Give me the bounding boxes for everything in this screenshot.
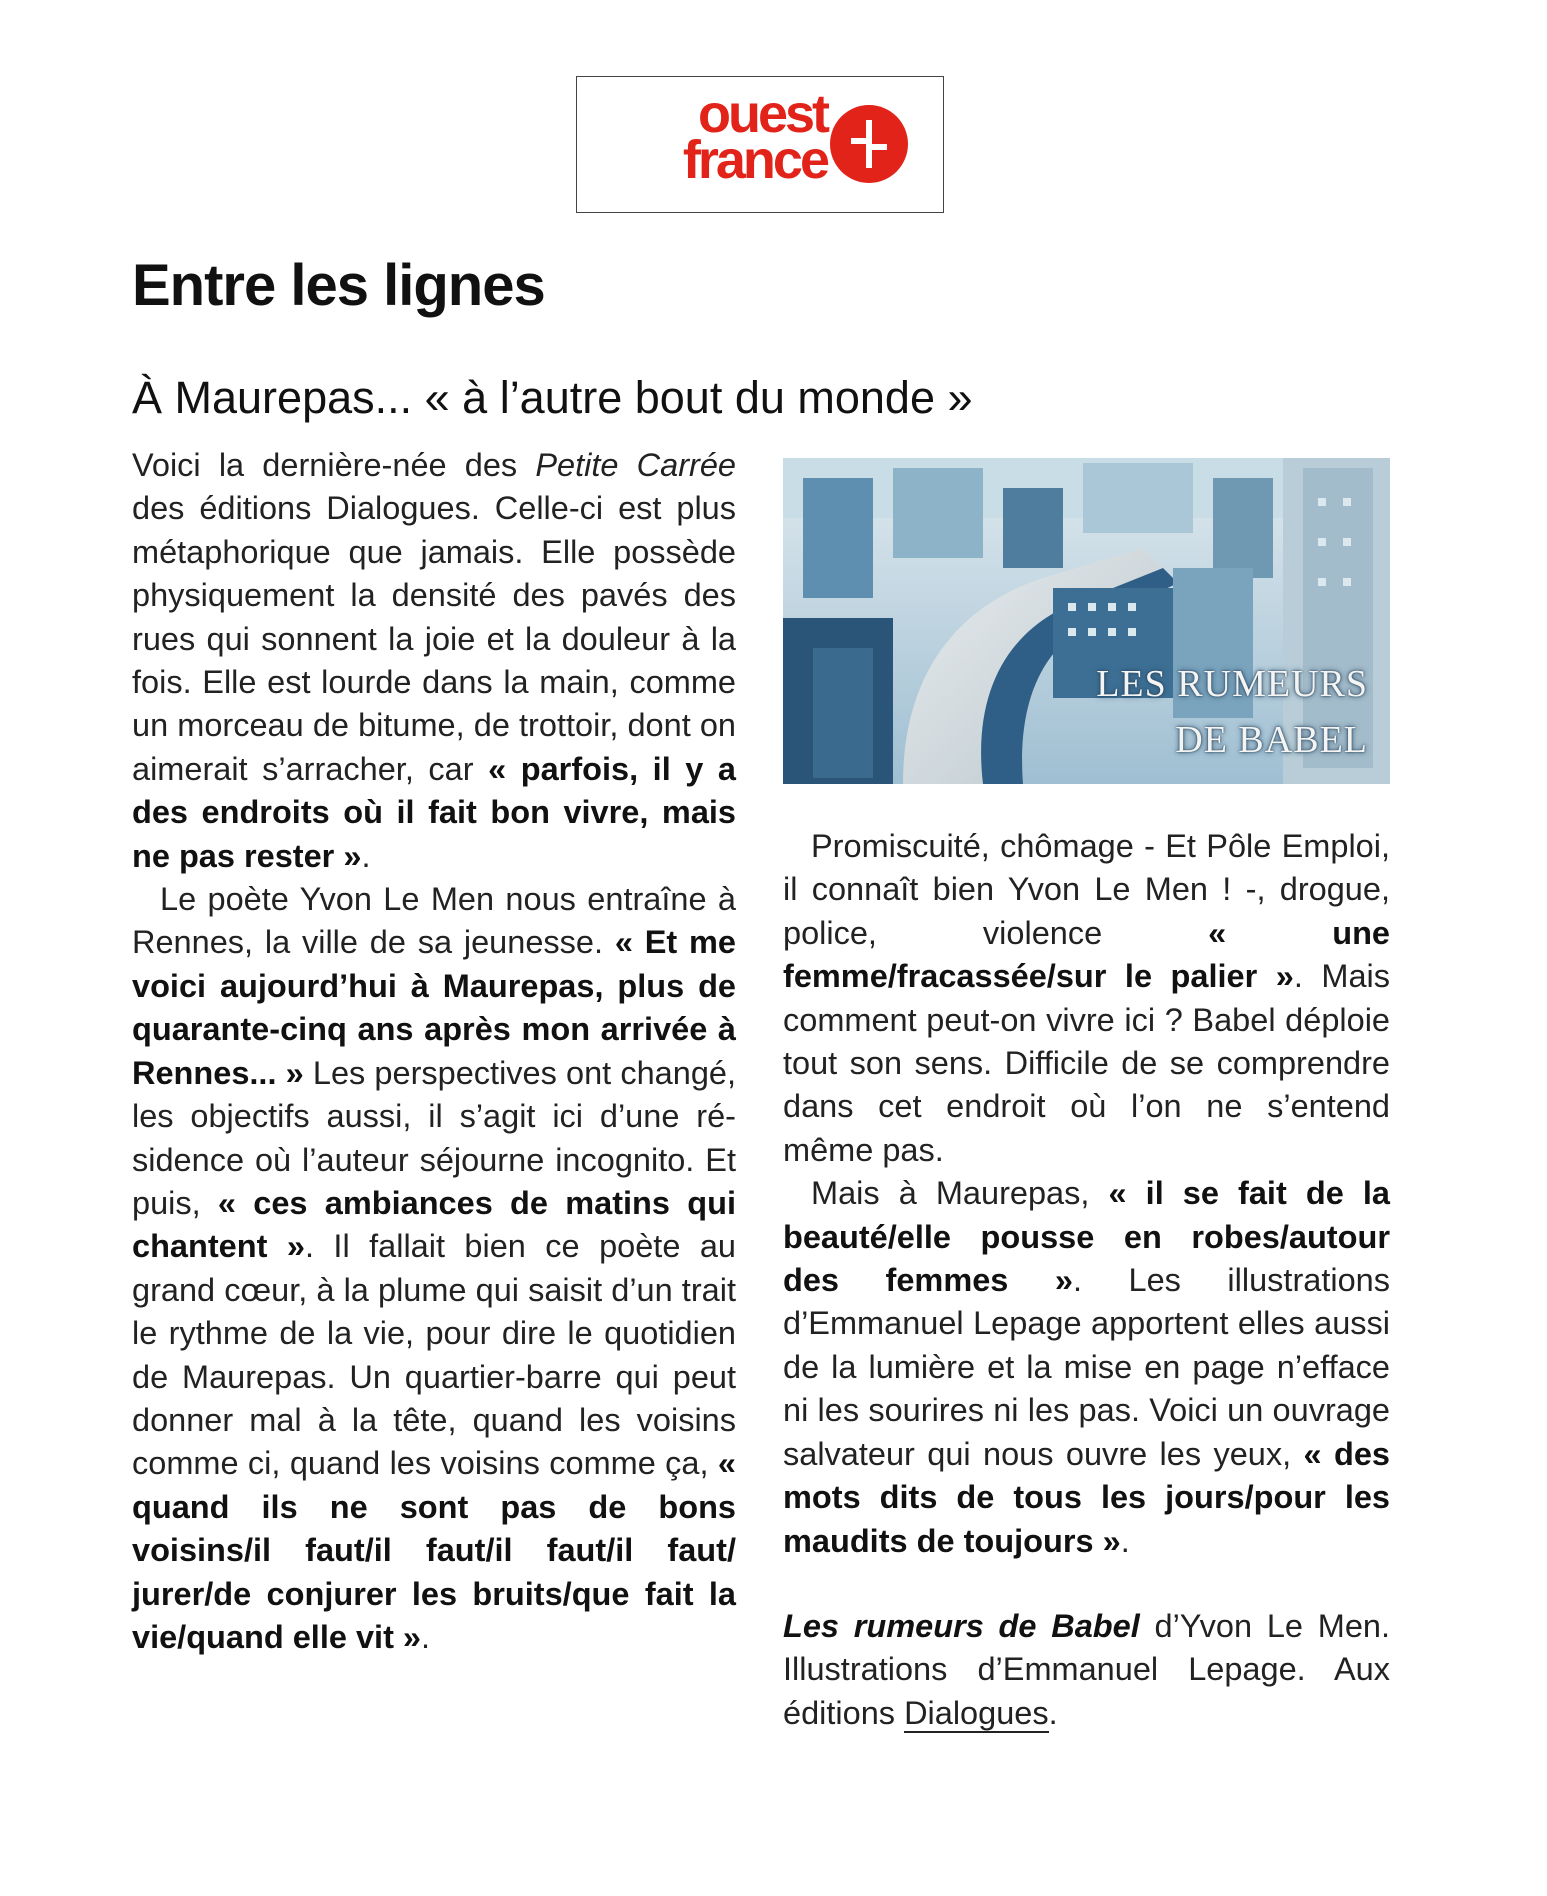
- logo-line-2: france: [682, 130, 827, 190]
- collection-title: Petite Carrée: [535, 447, 736, 483]
- cover-title-line-1: LES RUMEURS: [1096, 663, 1368, 705]
- paragraph-1: Voici la dernière-née des Petite Carrée des éditions Dialogues. Celle-ci est plus métaphorique que jamais. Elle possède physiquement la densité des pavés des rues qui sonnent la joie et la douleur à la fois. Elle est lourde dans la main, comme un morceau de bitume, de trottoir, dont on aimerait s’arracher, car « parfois, il y a des endroits où il fait bon vivre, mais ne pas rester ».: [132, 447, 736, 874]
- logo-wordmark: [627, 84, 827, 190]
- ouest-france-emblem-icon: [829, 104, 909, 184]
- section-title: Entre les lignes: [132, 253, 545, 318]
- quote: « une femme/fracassée/sur le palier »: [783, 914, 1390, 995]
- newspaper-logo: [576, 76, 944, 213]
- book-credit: Les rumeurs de Babel d’Yvon Le Men. Illustrations d’Emmanuel Lepage. Aux éditions Dialogues.: [783, 1607, 1390, 1731]
- quote: « ces ambiances de matins qui chantent »: [132, 1184, 736, 1265]
- cover-title: [1096, 656, 1368, 768]
- publisher-name: Dialogues: [904, 1694, 1049, 1731]
- paragraph-4: Mais à Maurepas, « il se fait de la beauté/elle pousse en robes/autour des femmes ». Les illustrations d’Emmanuel Lepage apportent elles aussi de la lumière et la mise en page n’efface ni les sourires ni les pas. Voici un ouvrage salvateur qui nous ouvre les yeux, « des mots dits de tous les jours/pour les maudits de toujours ».: [783, 1175, 1391, 1559]
- article-column-left: [132, 444, 736, 1659]
- article-headline: À Maurepas... « à l’autre bout du monde »: [132, 372, 973, 423]
- book-cover-image: [783, 458, 1390, 784]
- quote: « parfois, il y a des endroits où il fait bon vivre, mais ne pas rester »: [132, 750, 736, 874]
- quote: « quand ils ne sont pas de bons voisins/il faut/il faut/il faut/il faut/ jurer/de conjurer les bruits/que fait la vie/quand elle vit »: [132, 1445, 736, 1655]
- paragraph-2: Le poète Yvon Le Men nous entraîne à Rennes, la ville de sa jeunesse. « Et me voici aujourd’hui à Maurepas, plus de quarante-cinq ans après mon arrivée à Rennes... » Les perspectives ont changé, les objectifs aussi, il s’agit ici d’une résidence où l’auteur séjourne incognito. Et puis, « ces ambiances de matins qui chantent ». Il fallait bien ce poète au grand cœur, à la plume qui saisit d’un trait le rythme de la vie, pour dire le quotidien de Maurepas. Un quartier-barre qui peut donner mal à la tête, quand les voisins comme ci, quand les voisins comme ça, « quand ils ne sont pas de bons voisins/il faut/il faut/il faut/il faut/ jurer/de conjurer les bruits/que fait la vie/quand elle vit ».: [132, 881, 737, 1655]
- book-title: Les rumeurs de Babel: [783, 1607, 1140, 1644]
- logo-line-1: ouest: [697, 84, 827, 144]
- article-column-right: [783, 825, 1390, 1735]
- quote: « Et me voici aujourd’hui à Maurepas, plus de quarante-cinq ans après mon arrivée à Rennes... »: [132, 924, 737, 1091]
- quote: « il se fait de la beauté/elle pousse en robes/autour des femmes »: [783, 1175, 1390, 1299]
- quote: « des mots dits de tous les jours/pour les maudits de toujours »: [783, 1435, 1391, 1559]
- paragraph-3: Promiscuité, chômage - Et Pôle Emploi, il connaît bien Yvon Le Men ! -, drogue, police, violence « une femme/fracassée/sur le palier ». Mais comment peut-on vivre ici ? Babel déploie tout son sens. Difficile de se comprendre dans cet endroit où l’on ne s’entend même pas.: [783, 828, 1390, 1168]
- cover-title-line-2: DE BABEL: [1175, 719, 1368, 761]
